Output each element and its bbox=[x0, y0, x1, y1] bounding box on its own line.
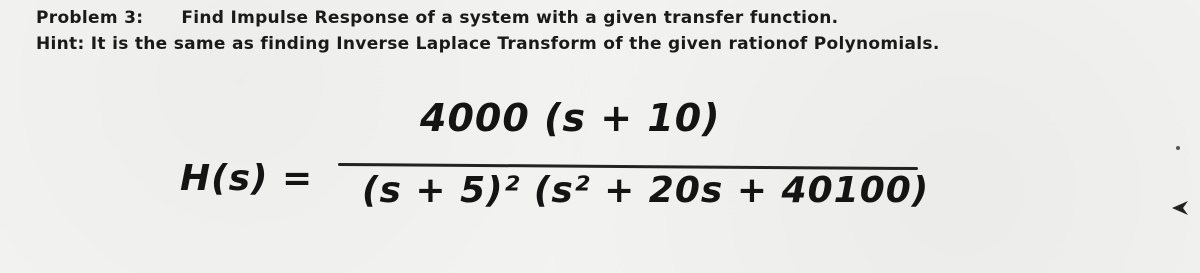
problem-label: Problem 3: bbox=[36, 8, 144, 28]
transfer-function-lhs: H(s) = bbox=[180, 158, 314, 199]
problem-statement bbox=[36, 8, 838, 28]
transfer-function-denominator: (s + 5)² (s² + 20s + 40100) bbox=[362, 170, 930, 211]
pointer-arrow-icon bbox=[1168, 196, 1192, 220]
hint-text: Hint: It is the same as finding Inverse Laplace Transform of the given rationof Polynomials. bbox=[36, 34, 940, 54]
transfer-function-numerator: 4000 (s + 10) bbox=[420, 96, 721, 140]
pen-dot-mark bbox=[1176, 146, 1180, 150]
fraction-bar bbox=[338, 163, 918, 170]
problem-text: Find Impulse Response of a system with a given transfer function. bbox=[181, 8, 839, 28]
